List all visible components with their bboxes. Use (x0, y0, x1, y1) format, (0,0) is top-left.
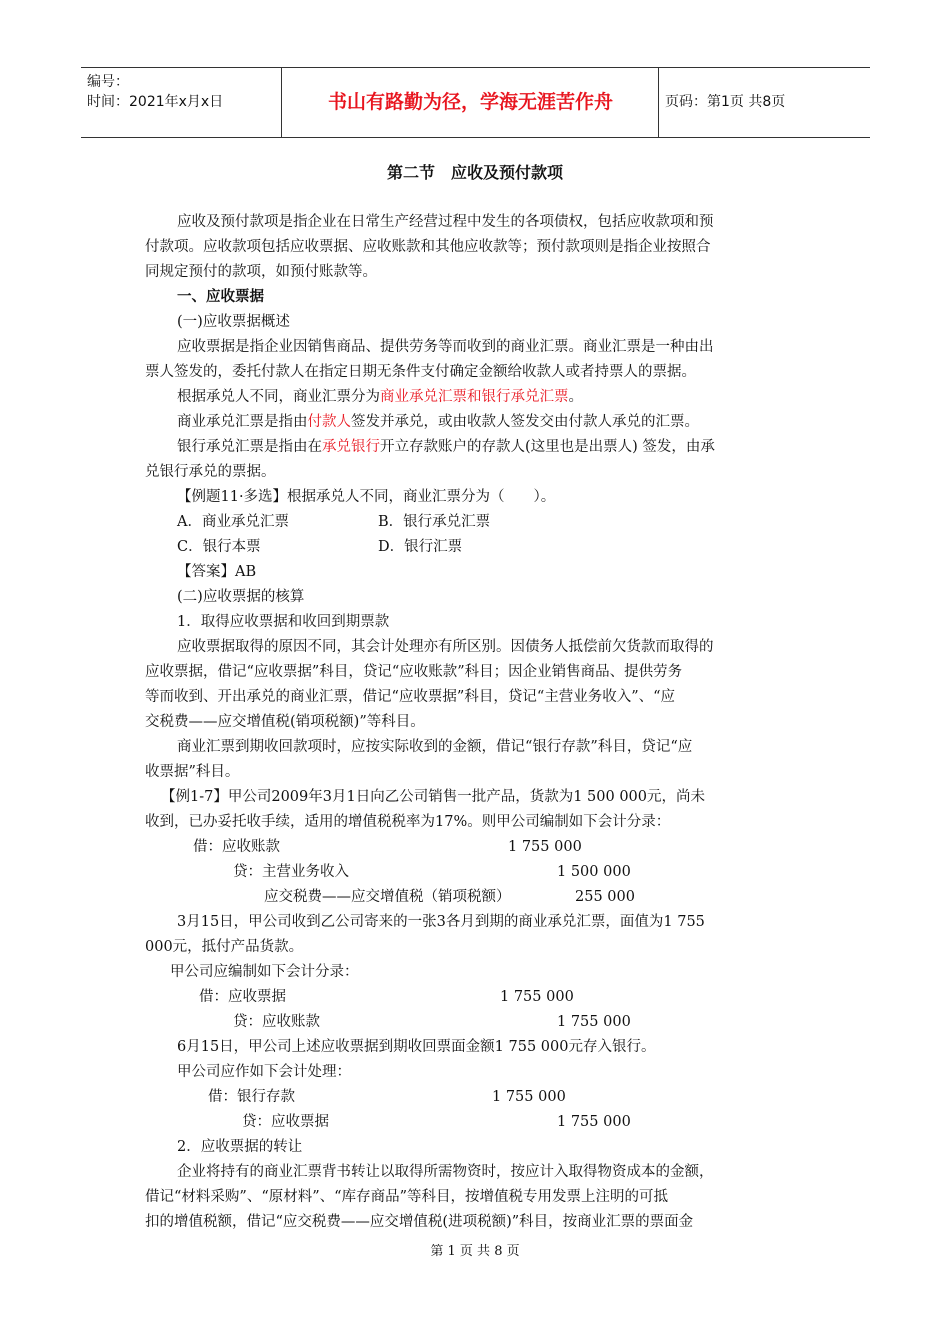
paragraph-line: 同规定预付的款项，如预付账款等。 (145, 264, 377, 280)
document-header (81, 67, 870, 138)
paragraph-line: 应收票据取得的原因不同，其会计处理亦有所区别。因债务人抵偿前欠货款而取得的 (177, 639, 714, 655)
option-d: D．银行汇票 (378, 539, 463, 555)
journal-amount: 1 755 000 (557, 1114, 631, 1130)
subheading-accounting: (二)应收票据的核算 (177, 589, 305, 605)
example-line: 收到，已办妥托收手续，适用的增值税税率为17%。则甲公司编制如下会计分录： (145, 814, 671, 830)
paragraph-line: 借记“材料采购”、“原材料”、“库存商品”等科目，按增值税专用发票上注明的可抵 (145, 1189, 668, 1205)
paragraph-line (177, 437, 715, 457)
heading-notes-receivable: 一、应收票据 (177, 289, 264, 305)
section-title: 第二节 应收及预付款项 (386, 163, 563, 182)
option-b: B．银行承兑汇票 (378, 514, 491, 530)
paragraph-line: 甲公司应作如下会计处理： (177, 1064, 351, 1080)
serial-number: 编号： (87, 74, 129, 90)
highlight-text: 付款人 (307, 414, 351, 430)
journal-amount: 255 000 (575, 889, 635, 905)
header-page-info: 页码：第1页 共8页 (665, 94, 786, 110)
subheading-overview: (一)应收票据概述 (177, 314, 290, 330)
journal-credit-account: 应交税费——应交增值税（销项税额） (264, 889, 511, 905)
paragraph-line: 扣的增值税额，借记“应交税费——应交增值税(进项税额)”科目，按商业汇票的票面金 (145, 1214, 694, 1230)
paragraph-line: 票人签发的，委托付款人在指定日期无条件支付确定金额给收款人或者持票人的票据。 (145, 364, 696, 380)
highlight-text: 商业承兑汇票和银行承兑汇票 (380, 389, 569, 405)
text: 签发并承兑，或由收款人签发交由付款人承兑的汇票。 (351, 414, 699, 430)
header-meta (81, 68, 282, 137)
paragraph-line: 应收及预付款项是指企业在日常生产经营过程中发生的各项债权，包括应收款项和预 (177, 214, 714, 230)
paragraph-line: 等而收到、开出承兑的商业汇票，借记“应收票据”科目，贷记“主营业务收入”、“应 (145, 689, 676, 705)
example-line: 【例1-7】甲公司2009年3月1日向乙公司销售一批产品，货款为1 500 000元，尚未 (161, 789, 705, 805)
option-a: A．商业承兑汇票 (177, 514, 289, 530)
paragraph-line: 企业将持有的商业汇票背书转让以取得所需物资时，按应计入取得物资成本的金额， (177, 1164, 714, 1180)
text: 开立存款账户的存款人(这里也是出票人) 签发，由承 (380, 439, 715, 455)
journal-credit-account: 贷：应收账款 (233, 1014, 320, 1030)
text: 银行承兑汇票是指由在 (177, 439, 322, 455)
journal-amount: 1 755 000 (500, 989, 574, 1005)
paragraph-line: 000元，抵付产品货款。 (145, 939, 304, 955)
answer: 【答案】AB (177, 564, 257, 580)
paragraph-line: 付款项。应收款项包括应收票据、应收账款和其他应收款等；预付款项则是指企业按照合 (145, 239, 711, 255)
subheading-transfer: 2．应收票据的转让 (177, 1139, 303, 1155)
subheading-obtain: 1．取得应收票据和收回到期票款 (177, 614, 390, 630)
journal-amount: 1 755 000 (492, 1089, 566, 1105)
journal-amount: 1 755 000 (508, 839, 582, 855)
highlight-text: 承兑银行 (322, 439, 380, 455)
option-c: C．银行本票 (177, 539, 261, 555)
paragraph-line: 商业汇票到期收回款项时，应按实际收到的金额，借记“银行存款”科目，贷记“应 (177, 739, 693, 755)
journal-debit-account: 借：应收账款 (193, 839, 280, 855)
paragraph-line: 应收票据是指企业因销售商品、提供劳务等而收到的商业汇票。商业汇票是一种由出 (177, 339, 714, 355)
journal-debit-account: 借：应收票据 (199, 989, 286, 1005)
paragraph-line: 兑银行承兑的票据。 (145, 464, 276, 480)
header-motto: 书山有路勤为径，学海无涯苦作舟 (283, 68, 659, 137)
paragraph-line (177, 412, 699, 432)
paragraph-line: 3月15日，甲公司收到乙公司寄来的一张3各月到期的商业承兑汇票，面值为1 755 (177, 914, 705, 930)
journal-amount: 1 755 000 (557, 1014, 631, 1030)
paragraph-line: 交税费——应交增值税(销项税额)”等科目。 (145, 714, 425, 730)
journal-credit-account: 贷：主营业务收入 (233, 864, 349, 880)
text: 商业承兑汇票是指由 (177, 414, 308, 430)
header-date: 时间：2021年x月x日 (87, 94, 224, 110)
example-question: 【例题11·多选】根据承兑人不同，商业汇票分为（ ）。 (177, 489, 556, 505)
text: 根据承兑人不同，商业汇票分为 (177, 389, 380, 405)
paragraph-line: 甲公司应编制如下会计分录： (170, 964, 359, 980)
page-footer: 第 1 页 共 8 页 (430, 1244, 520, 1259)
journal-debit-account: 借：银行存款 (208, 1089, 295, 1105)
paragraph-line: 6月15日，甲公司上述应收票据到期收回票面金额1 755 000元存入银行。 (177, 1039, 656, 1055)
paragraph-line (177, 387, 583, 407)
paragraph-line: 应收票据，借记“应收票据”科目，贷记“应收账款”科目；因企业销售商品、提供劳务 (145, 664, 683, 680)
journal-amount: 1 500 000 (557, 864, 631, 880)
paragraph-line: 收票据”科目。 (145, 764, 240, 780)
journal-credit-account: 贷：应收票据 (242, 1114, 329, 1130)
text: 。 (568, 389, 583, 405)
